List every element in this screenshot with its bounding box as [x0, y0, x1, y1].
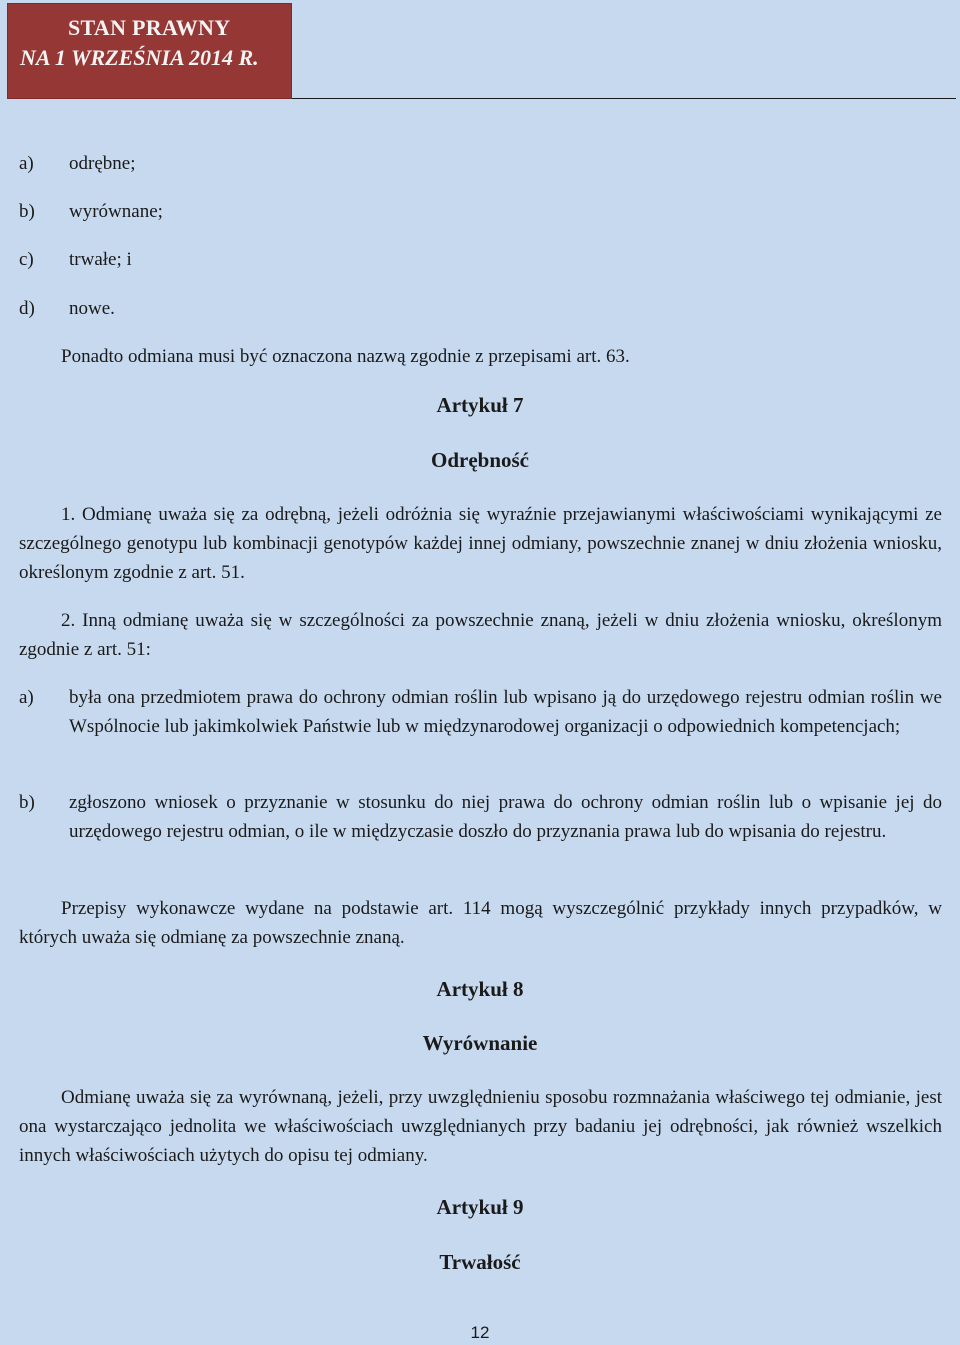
banner-line-2: NA 1 WRZEŚNIA 2014 R.	[20, 45, 259, 70]
legal-status-banner	[7, 3, 292, 99]
article-7-title: Artykuł 7	[436, 393, 524, 417]
list-text: zgłoszono wniosek o przyznanie w stosunku do niej prawa do ochrony odmian roślin lub o wpisanie jej do urzędowego rejestru odmian, o ile w międzyczasie doszło do przyznania prawa lub do wpisania do rejestru.	[69, 792, 942, 842]
paragraph-ponadto: Ponadto odmiana musi być oznaczona nazwą zgodnie z przepisami art. 63.	[61, 346, 630, 367]
article-9-title: Artykuł 9	[436, 1195, 524, 1219]
list-text: nowe.	[69, 298, 115, 319]
list-text: trwałe; i	[69, 249, 132, 270]
list-text: odrębne;	[69, 153, 136, 174]
article-8-title: Artykuł 8	[436, 977, 524, 1001]
list-letter: c)	[19, 249, 34, 270]
article-7-paragraph-3: Przepisy wykonawcze wydane na podstawie art. 114 mogą wyszczególnić przykłady innych przypadków, w których uważa się odmianę za powszechnie znaną.	[19, 898, 942, 948]
list-letter: a)	[19, 687, 34, 708]
header-rule	[292, 98, 956, 99]
banner-line-1: STAN PRAWNY	[68, 15, 231, 40]
article-7-paragraph-2: 2. Inną odmianę uważa się w szczególności za powszechnie znaną, jeżeli w dniu złożenia wniosku, określonym zgodnie z art. 51:	[19, 610, 942, 660]
article-8-paragraph-1: Odmianę uważa się za wyrównaną, jeżeli, przy uwzględnieniu sposobu rozmnażania właściwego tej odmianie, jest ona wystarczająco jednolita we właściwościach uwzględnianych przy badaniu jej odrębności, jak również wszelkich innych właściwościach użytych do opisu tej odmiany.	[19, 1087, 942, 1166]
article-8-subtitle: Wyrównanie	[422, 1031, 538, 1055]
article-9-subtitle: Trwałość	[439, 1250, 521, 1274]
list-letter: b)	[19, 792, 35, 813]
list-letter: b)	[19, 201, 35, 222]
article-7-paragraph-1: 1. Odmianę uważa się za odrębną, jeżeli odróżnia się wyraźnie przejawianymi właściwościami wynikającymi ze szczególnego genotypu lub kombinacji genotypów każdej innej odmiany, powszechnie znanej w dniu złożenia wniosku, określonym zgodnie z art. 51.	[19, 504, 942, 583]
list-letter: a)	[19, 153, 34, 174]
page-number: 12	[470, 1323, 490, 1342]
list-text: była ona przedmiotem prawa do ochrony odmian roślin lub wpisano ją do urzędowego rejestru odmian roślin we Wspólnocie lub jakimkolwiek Państwie lub w międzynarodowej organizacji o odpowiednich kompetencjach;	[69, 687, 942, 737]
article-7-subtitle: Odrębność	[430, 448, 529, 472]
list-text: wyrównane;	[69, 201, 163, 222]
list-letter: d)	[19, 298, 35, 319]
